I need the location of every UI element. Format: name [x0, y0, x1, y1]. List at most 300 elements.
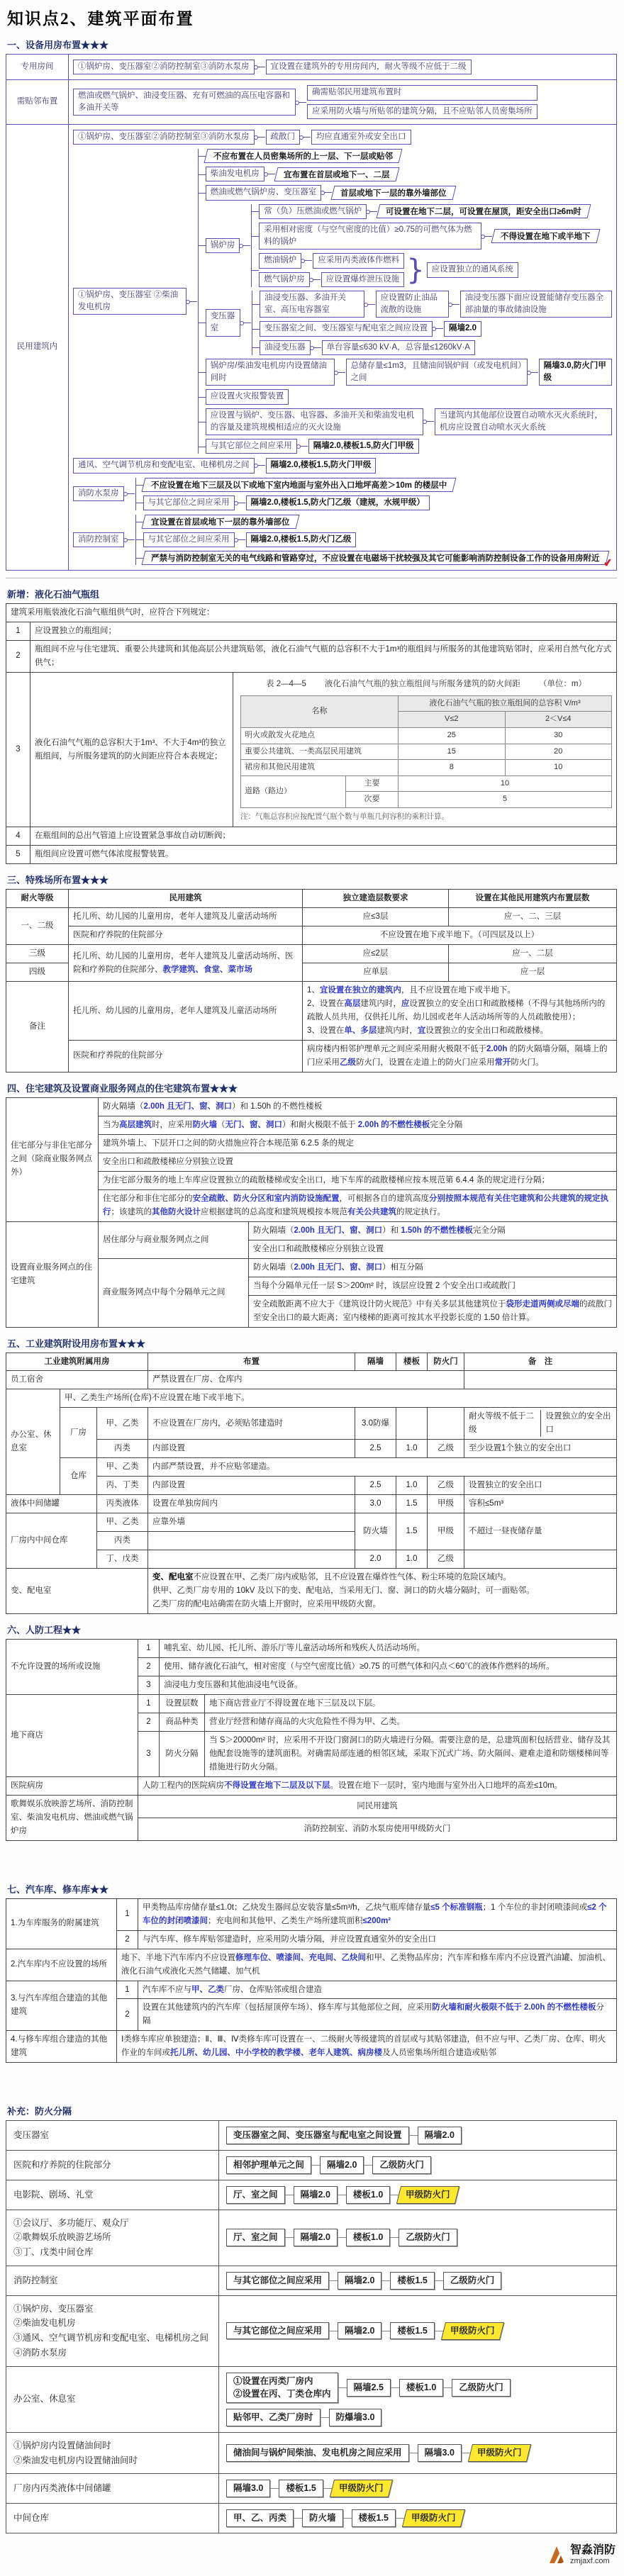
note-text — [303, 982, 617, 1041]
row-group-label: 地下商店 — [6, 1694, 138, 1776]
node-group-boiler-diesel — [73, 149, 612, 454]
note-line: 3、设置在单、多层建筑内时，宜设置独立的安全出口和疏散楼梯。 — [307, 1026, 548, 1035]
node-hvac-rooms: 通风、空气调节机房和变配电室、电梯机房之间 — [73, 458, 255, 473]
banner-rule: 可设置在地下二层，可设置在屋顶，距安全出口≥6m时 — [377, 204, 591, 218]
storey-rule: 应一层 — [449, 963, 617, 982]
garage-table — [6, 1898, 617, 2063]
note-cell: 至少设置1个独立的安全出口 — [464, 1440, 617, 1458]
node-rule: 均应直通室外或安全出口 — [311, 130, 411, 145]
slab-spec: 1.0 — [396, 1477, 428, 1495]
building-kind: 仓库 — [60, 1458, 97, 1495]
connector-line — [335, 372, 345, 373]
connector-line — [450, 304, 459, 305]
table-row — [6, 1371, 617, 1389]
section-lpg-heading: 新增：液化石油气瓶组 — [7, 589, 100, 600]
row-name: 重要公共建筑、一类高层民用建筑 — [241, 744, 399, 760]
connector-line — [433, 328, 443, 329]
storey-rule: 不应设置在地下或半地下。（可四层及以上） — [303, 926, 617, 945]
separation-row-label: 厂房内丙类液体中间储罐 — [6, 2474, 219, 2503]
connector-line — [285, 2237, 294, 2238]
rule-text: 当 S＞20000m² 时，应采用不开设门窗洞口的防火墙进行分隔。需要注意的是，总建筑面积包括营业、储存及其他配套设施等的建筑面积。对确需局部连通的相邻区域，采取下沉式广场、防火隔间、避难走道和防烟楼梯间等措施进行防火分隔。 — [205, 1731, 617, 1776]
node-chain — [73, 60, 612, 74]
connector-line — [187, 301, 197, 302]
table-unit: （单位：m） — [538, 679, 586, 688]
rule-text: 汽车库不应与甲、乙类厂房、仓库贴邻或组合建造 — [138, 1981, 617, 1999]
banner-rule: 严禁与消防控制室无关的电气线路和管路穿过，不应设置在电磁场干扰较强及其它可能影响消防控制设备工作的设备用房附近 — [141, 551, 608, 565]
connector-line — [323, 2488, 332, 2489]
node-extinguishing-rule: 应设置与锅炉、变压器、电容器、多油开关和柴油发电机的容量及建筑规模相适应的灭火设施 — [206, 408, 423, 436]
rule-text: 消防控制室、消防水泵房使用甲级防火门 — [138, 1818, 617, 1840]
table-row — [6, 1440, 617, 1458]
slab-spec: 1.0 — [396, 1440, 428, 1458]
banner-rule: 宜设置在首层或地下一层的靠外墙部位 — [141, 515, 299, 529]
separation-row-chains — [219, 2210, 616, 2266]
separation-spec-box: 楼板1.5 — [279, 2480, 323, 2497]
connector-line — [482, 236, 492, 237]
row-label-civil-building: 民用建筑内 — [6, 125, 69, 570]
rule-text: 人防工程内的医院病房不得设置在地下二层及以下层。设置在地下一层时，室内地面与室外出入口地坪的高差≤10m。 — [138, 1776, 617, 1795]
building-kind: 厂房 — [60, 1408, 97, 1458]
note-line: 2、设置在高层建筑内时，应设置独立的安全出口和疏散楼梯（不得与其他场所内的疏散人员共用，仅供托儿所、幼儿园或老年人活动场所等的人员疏散使用）； — [307, 999, 606, 1022]
section-gap — [6, 1841, 617, 1874]
node-spec: 隔墙2.0,楼板1.5,防火门甲级 — [266, 458, 377, 473]
row-name: 明火或散发火花地点 — [241, 728, 399, 744]
table-row — [6, 1221, 617, 1240]
layout-rule: 内部严禁设置，并不应贴邻建造。 — [148, 1458, 617, 1477]
room-label: 厂房内中间仓库 — [6, 1513, 97, 1569]
separation-spec-box: 相邻护理单元之间 — [226, 2156, 311, 2174]
col-header: 民用建筑 — [69, 890, 303, 908]
table-row — [6, 982, 617, 1041]
layout-rule — [148, 1532, 355, 1550]
connector-line — [321, 2417, 329, 2418]
node-rule: 应设置爆炸泄压设施 — [321, 272, 405, 287]
separation-row-label: 医院和疗养院的住院部分 — [6, 2151, 219, 2180]
connector-line — [311, 347, 321, 348]
mindmap-row-adjacent — [6, 79, 616, 124]
rule-text: 与汽车库、修车库贴邻建造时，应采用防火墙分隔，并应设置直通室外的安全出口 — [138, 1930, 617, 1949]
distance-value: 10 — [399, 775, 612, 792]
separation-chain — [226, 2444, 609, 2462]
node-group-fire-pump — [73, 478, 612, 510]
separation-chain — [226, 2229, 609, 2246]
layout-rule: 设置在单独房间内 — [148, 1495, 355, 1513]
node-condition: 与其它部位之间应采用 — [143, 532, 235, 547]
node-alarm-rule: 应设置火灾报警装置 — [206, 389, 289, 404]
note-cell: 不超过一昼夜储存量 — [464, 1513, 617, 1550]
separation-chain — [226, 2322, 609, 2340]
building-type: 托儿所、幼儿园的儿童用房，老年人建筑及儿童活动场所、医院和疗养院的住院部分、教学建筑、食堂、菜市场 — [69, 945, 303, 982]
wall-spec: 3.0防爆 — [355, 1408, 396, 1440]
table-row — [6, 926, 617, 945]
branch-tree — [251, 204, 598, 287]
separation-row-chains — [219, 2433, 616, 2474]
row-body — [69, 55, 616, 79]
separation-spec-box: 防爆墙3.0 — [329, 2409, 382, 2426]
rule-text: 应设置独立的瓶组间； — [30, 622, 617, 640]
rule-topic: 设置层数 — [160, 1694, 205, 1713]
node-group-fire-control — [73, 515, 612, 565]
hazard-class: 丁、戊类 — [97, 1550, 148, 1569]
wall-spec: 2.5 — [355, 1477, 396, 1495]
connector-line — [381, 2280, 390, 2281]
hazard-class: 甲、乙类 — [97, 1513, 148, 1532]
rule-text: 设置在其他建筑内的汽车库（包括屋顶停车场）、修车库与其他部位之间，应采用防火墙和耐火极限不低于 2.00h 的不燃性楼板分隔 — [138, 1999, 617, 2031]
separation-spec-box: 厅、室之间 — [226, 2229, 285, 2246]
storey-rule: 应一、二、三层 — [449, 908, 617, 926]
col-header: 备 注 — [464, 1353, 617, 1371]
col-header: 耐火等级 — [6, 890, 69, 908]
room-label: 变、配电室 — [6, 1569, 148, 1614]
connector-line — [311, 279, 321, 280]
fire-grade: 三级 — [6, 945, 69, 963]
grade-a-fire-door-badge: 甲级防火门 — [402, 2509, 465, 2527]
col-header: 工业建筑附属用房 — [6, 1353, 148, 1371]
node-rule: 确需贴邻民用建筑布置时 — [307, 85, 537, 100]
separation-spec-box: 隔墙2.0 — [418, 2127, 462, 2144]
connector-line — [255, 465, 265, 466]
connector-line — [367, 211, 377, 212]
storey-rule: 应≤2层 — [303, 945, 449, 963]
note-label: 备注 — [6, 982, 69, 1073]
branch-tree — [198, 149, 612, 454]
table-row — [6, 1153, 617, 1171]
rule-line: 乙类厂房的配电站确需在防火墙上开窗时，应采用甲级防火窗。 — [152, 1600, 381, 1609]
brand-logo-icon — [547, 2545, 566, 2565]
section-industrial-heading: 五、工业建筑附设用房布置★★★ — [7, 1338, 146, 1349]
fire-grade: 一、二级 — [6, 908, 69, 945]
fire-grade: 四级 — [6, 963, 69, 982]
table-row — [6, 1949, 617, 1981]
node-spec: 隔墙2.0 — [444, 321, 481, 336]
rule-number: 1 — [138, 1640, 160, 1658]
node-fire-pump-room: 消防水泵房 — [73, 486, 124, 501]
node-condition: 总储存量≤1m3，且储油间锅炉间（或发电机间）之间 — [346, 359, 528, 386]
rule-text: 营业厅经营和储存商品的火灾危险性不得为甲、乙类。 — [205, 1713, 617, 1731]
table-row — [6, 1513, 617, 1532]
node-evacuation-door: 疏散门 — [266, 130, 301, 145]
rule-number: 1 — [117, 1898, 138, 1930]
rule-number: 1 — [138, 1694, 160, 1713]
node-condition: 与其它部位之间应采用 — [143, 495, 235, 510]
node-group-label: ①锅炉房、变压器室 ②柴油发电机房 — [73, 288, 186, 315]
red-check-mark: ✔ — [603, 556, 614, 570]
separation-row-label: ①锅炉房、变压器室 ②柴油发电机房 ③通风、空气调节机房和变配电室、电梯机房之间 ④消防水泵房 — [6, 2296, 219, 2366]
node-sprinkler-rule: 当建筑内其他部位设置自动喷水灭火系统时，机房应设置自动喷水灭火系统 — [435, 408, 612, 436]
row-group-label: 4.与修车库组合建造的其他建筑 — [6, 2031, 117, 2063]
banner-rule: 首层或地下一层的靠外墙部位 — [331, 186, 456, 200]
hazard-class: 丙类 — [97, 1532, 148, 1550]
wall-spec: 防火墙 — [355, 1513, 396, 1550]
distance-value: 8 — [399, 760, 506, 776]
rule-text — [148, 1569, 617, 1614]
hazard-class: 丙类液体 — [97, 1495, 148, 1513]
node-condition: 油浸变压器、多油开关室、高压电容器室 — [260, 291, 364, 318]
node-chain — [73, 85, 612, 119]
connector-line — [409, 2135, 418, 2136]
road-type: 主要 — [346, 775, 399, 792]
rule-number: 5 — [6, 846, 30, 864]
separation-row — [6, 2121, 616, 2150]
rule-line: 供甲、乙类厂房专用的 10kV 及以下的变、配电站，当采用无门、窗、洞口的防火墙分隔时，可一面贴邻。 — [152, 1586, 535, 1596]
connector-line — [396, 2518, 404, 2519]
separation-spec-box: 乙级防火门 — [443, 2272, 502, 2290]
slab-spec: 1.5 — [396, 1495, 428, 1513]
section-special-places-heading: 三、特殊场所布置★★★ — [7, 875, 109, 886]
rule-text: 当每个分隔单元任一层 S＞200m² 时，该层应设置 2 个安全出口或疏散门 — [249, 1277, 617, 1295]
rule-text: 液化石油气气瓶的总容积大于1m³、不大于4m³的独立瓶组间，与所服务建筑的防火间距应符合本表规定； — [30, 672, 233, 827]
special-places-table — [6, 889, 617, 1073]
building-type: 托儿所、幼儿园的儿童用房，老年人建筑及儿童活动场所 — [69, 908, 303, 926]
connector-line — [302, 260, 312, 261]
equipment-room-mindmap — [6, 54, 617, 571]
table-row — [6, 1795, 617, 1818]
section-garage-heading: 七、汽车库、修车库★★ — [7, 1883, 109, 1895]
room-label: 液体中间储罐 — [6, 1495, 97, 1513]
rule-number: 2 — [117, 1999, 138, 2031]
connector-line — [235, 539, 245, 540]
page-title: 知识点2、建筑平面布置 — [7, 10, 194, 28]
storey-rule: 应一、二层 — [449, 945, 617, 963]
slab-spec: 1.0 — [396, 1550, 428, 1569]
distance-value: 30 — [505, 728, 612, 744]
rule-number: 3 — [138, 1731, 160, 1776]
rule-number: 2 — [117, 1930, 138, 1949]
node-oil-transformer: 油浸变压器 — [260, 340, 311, 355]
separation-row-label: ①锅炉房内设置储油间时 ②柴油发电机房内设置储油间时 — [6, 2433, 219, 2474]
door-spec: 甲级 — [428, 1513, 464, 1550]
separation-spec-box: 乙级防火门 — [452, 2379, 511, 2397]
separation-row-label: 办公室、休息室 — [6, 2367, 219, 2432]
rule-number: 4 — [6, 827, 30, 846]
table-row — [241, 728, 612, 744]
row-group-label: 住宅部分与非住宅部分之间（除商业服务网点外） — [6, 1097, 99, 1221]
col-header: 布置 — [148, 1353, 355, 1371]
connector-line — [338, 2237, 346, 2238]
table-row — [241, 775, 612, 792]
connector-line — [311, 2165, 320, 2166]
note-cell — [464, 1371, 617, 1389]
row-group-label: 医院病房 — [6, 1776, 138, 1795]
table-row — [6, 1171, 617, 1189]
slab-spec: 1.5 — [396, 1513, 428, 1550]
node-condition: 变压器室之间、变压器室与配电室之间应设置 — [260, 321, 433, 336]
connector-line — [125, 493, 135, 494]
rule-text: 瓶组间不应与住宅建筑、重要公共建筑和其他高层公共建筑贴邻，液化石油气气瓶的总容积不大于1m³的瓶组间与所服务的其他建筑贴邻时，应采用自然气化方式供气； — [30, 640, 617, 672]
lpg-intro: 建筑采用瓶装液化石油气瓶组供气时，应符合下列规定： — [6, 604, 617, 622]
rule-text: 严禁设置在厂房、仓库内 — [148, 1371, 464, 1389]
separation-spec-box: 与其它部位之间应采用 — [226, 2322, 329, 2340]
rule-number: 2 — [6, 640, 30, 672]
room-label: 员工宿舍 — [6, 1371, 148, 1389]
branch-tree — [252, 291, 612, 355]
hazard-class: 甲、乙类 — [97, 1408, 148, 1440]
connector-line — [364, 2165, 372, 2166]
connector-line — [424, 421, 434, 422]
separation-row-chains — [219, 2180, 616, 2210]
rule-text: 防火隔墙（2.00h 且无门、窗、洞口）和 1.50h 的不燃性楼板 — [99, 1097, 617, 1116]
node-rule: 宜设置在建筑外的专用房间内，耐火等级不应低于二级 — [266, 60, 472, 74]
note-part: 设置独立的安全出口 — [540, 1410, 613, 1437]
node-gas-boiler: 燃气锅炉房 — [259, 272, 310, 287]
node-boiler-room: 锅炉房 — [206, 238, 240, 253]
table-row — [6, 1694, 617, 1713]
separation-row — [6, 2473, 616, 2503]
row-label-adjacent: 需贴邻布置 — [6, 80, 69, 124]
table-row — [6, 1550, 617, 1569]
layout-rule: 应靠外墙 — [148, 1513, 355, 1532]
node-spec: 隔墙3.0,防火门甲级 — [539, 359, 612, 386]
rule-number: 2 — [138, 1658, 160, 1676]
separation-chain — [226, 2373, 609, 2404]
separation-chain — [226, 2509, 609, 2527]
separation-spec-box: 储油间与锅炉间柴油、发电机房之间应采用 — [226, 2444, 409, 2462]
residential-table — [6, 1097, 617, 1328]
rule-text: Ⅰ类修车库应单独建造；Ⅱ、Ⅲ、Ⅳ类修车库可设置在一、二级耐火等级建筑的首层或与其贴邻建造，但不应与甲、乙类厂房、仓库、明火作业的车间或托儿所、幼儿园、中小学校的教学楼、老年人建筑、病房楼及人员密集场所组合建造或贴邻 — [117, 2031, 617, 2063]
rule-text: 当为高层建筑时，应采用防火墙（无门、窗、洞口）和耐火极限不低于 2.00h 的不燃性楼板完全分隔 — [99, 1116, 617, 1134]
table-row — [6, 1097, 617, 1116]
table-number: 表 2—4—5 — [266, 679, 306, 688]
grade-a-fire-door-badge: 甲级防火门 — [396, 2186, 459, 2204]
wall-spec: 2.5 — [355, 1440, 396, 1458]
connector-line — [240, 245, 250, 246]
section-civil-defense-heading: 六、人防工程★★ — [7, 1625, 82, 1636]
separation-spec-box: 楼板1.5 — [390, 2272, 434, 2290]
connector-line — [443, 2387, 452, 2388]
connector-line — [301, 137, 311, 138]
separation-row-chains — [219, 2296, 616, 2366]
door-spec: 乙级 — [428, 1477, 464, 1495]
table-row — [6, 1134, 617, 1153]
table-row — [241, 744, 612, 760]
table-row — [6, 1458, 617, 1477]
brace-glyph: } — [406, 254, 425, 286]
mindmap-row-dedicated — [6, 55, 616, 79]
separation-chain — [226, 2272, 609, 2290]
section-1-heading: 一、设备用房布置★★★ — [7, 40, 109, 50]
separation-spec-box: 乙级防火门 — [399, 2229, 457, 2246]
separation-row-chains — [219, 2367, 616, 2432]
note-line: 1、宜设置在独立的建筑内，且不应设置在地下或半地下。 — [307, 986, 516, 995]
node-capacity-rule: 单台容量≤630 kV·A，总容量≤1260kV·A — [322, 340, 475, 355]
row-body — [69, 80, 616, 124]
connector-line — [343, 2518, 352, 2519]
node-spec: 隔墙2.0,楼板1.5,防火门甲级 — [308, 439, 419, 454]
table-row — [6, 1569, 617, 1614]
rule-text: 甲、乙类生产场所(仓库)不应设置在地下或半地下。 — [60, 1389, 617, 1408]
table-row — [6, 1776, 617, 1795]
node-rule: 应采用防火墙与所贴邻的建筑分隔，且不应贴邻人员密集场所 — [307, 104, 537, 119]
separation-row-chains — [219, 2151, 616, 2180]
lpg-distance-table-cell — [233, 672, 617, 827]
rule-text: 同民用建筑 — [138, 1795, 617, 1818]
table-row — [6, 1258, 617, 1277]
separation-spec-box: 隔墙2.0 — [294, 2229, 338, 2246]
separation-spec-box: 隔墙3.0 — [226, 2480, 270, 2497]
connector-line — [255, 137, 265, 138]
hazard-class: 丙类 — [97, 1440, 148, 1458]
col-header: 隔墙 — [355, 1353, 396, 1371]
separation-spec-box: 乙级防火门 — [372, 2156, 431, 2174]
separation-spec-box: 甲、乙、丙类 — [226, 2509, 294, 2527]
row-group-label: 歌舞娱乐放映游艺场所、消防控制室、柴油发电机房、燃油或燃气锅炉房 — [6, 1795, 138, 1840]
table-row — [6, 1389, 617, 1408]
separation-spec-box: 楼板1.0 — [346, 2229, 390, 2246]
lpg-distance-table — [240, 695, 612, 808]
node-condition: 与其它部位之间应采用 — [206, 439, 297, 454]
separation-row — [6, 2266, 616, 2295]
door-spec: 乙级 — [428, 1440, 464, 1458]
rule-text: 瓶组间应设置可燃气体浓度报警装置。 — [30, 846, 617, 864]
sub-label: 商业服务网点中每个分隔单元之间 — [99, 1258, 249, 1327]
col-header: 防火门 — [428, 1353, 464, 1371]
wall-spec: 2.0 — [355, 1550, 396, 1569]
separation-chain — [226, 2409, 609, 2426]
separation-spec-box: 楼板1.0 — [399, 2379, 443, 2397]
separation-row — [6, 2180, 616, 2210]
connector-line — [329, 2280, 338, 2281]
rule-line: 变、配电室不应设置在甲、乙类厂房内或贴邻，且不应设置在爆炸性气体、粉尘环境的危险区域内。 — [152, 1573, 511, 1582]
rule-number: 1 — [6, 622, 30, 640]
storey-rule: 应单层 — [303, 963, 449, 982]
row-name: 裙房和其他民用建筑 — [241, 760, 399, 776]
col-header-volume-group: 液化石油气气瓶的独立瓶组间的总容积 V/m³ — [399, 695, 612, 712]
door-spec: 乙级 — [428, 1550, 464, 1569]
rule-text: 哺乳室、幼儿园、托儿所、游乐厅等儿童活动场所和残疾人员活动场所。 — [160, 1640, 617, 1658]
distance-value: 15 — [399, 744, 506, 760]
separation-row-label: ①会议厅、多功能厅、观众厅 ②歌舞娱乐放映游艺场所 ③丁、戊类中间仓库 — [6, 2210, 219, 2266]
separation-spec-box: 变压器室之间、变压器室与配电室之间设置 — [226, 2127, 409, 2144]
separation-row-label: 中间仓库 — [6, 2504, 219, 2533]
brand-name: 智淼消防 — [569, 2543, 615, 2556]
node-diesel-room: 柴油发电机房 — [206, 167, 264, 181]
mindmap-row-civil — [6, 124, 616, 570]
building-type: 医院和疗养院的住院部分 — [69, 926, 303, 945]
table-row — [6, 1640, 617, 1658]
col-header-v1: V≤2 — [399, 712, 506, 728]
distance-value: 20 — [505, 744, 612, 760]
table-title: 液化石油气气瓶的独立瓶组间与所服务建筑的防火间距 — [324, 679, 520, 688]
node-ventilation-rule: 应设置独立的通风系统 — [427, 262, 518, 277]
separation-spec-box: 隔墙2.0 — [320, 2156, 364, 2174]
mindmap-frame — [6, 54, 617, 571]
rule-text: 住宅部分和非住宅部分的安全疏散、防火分区和室内消防设施配置，可根据各自的建筑高度分别按照本规范有关住宅建筑和公共建筑的规定执行；该建筑的其他防火设计应根据建筑的总高度和建筑规模按本规范有关公共建筑的规定执行。 — [99, 1189, 617, 1221]
row-group-label: 设置商业服务网点的住宅建筑 — [6, 1221, 99, 1327]
separation-row-label: 变压器室 — [6, 2121, 219, 2150]
node-fire-control-room: 消防控制室 — [73, 532, 124, 547]
node-equipment-list: ①锅炉房、变压器室②消防控制室③消防水泵房 — [73, 60, 255, 74]
separation-spec-box: 楼板1.0 — [346, 2186, 390, 2204]
row-group-label: 1.为车库服务的附属建筑 — [6, 1898, 117, 1949]
separation-chain — [226, 2186, 609, 2204]
table-row — [6, 1981, 617, 1999]
separation-row-chains — [219, 2504, 616, 2533]
separation-row — [6, 2150, 616, 2180]
section-fire-separation-heading: 补充：防火分隔 — [7, 2106, 72, 2117]
separation-spec-box: 楼板1.5 — [390, 2322, 434, 2340]
connector-line — [322, 192, 332, 193]
separation-spec-box: 隔墙2.0 — [338, 2322, 381, 2340]
distance-value: 10 — [505, 760, 612, 776]
note-part: 耐火等级不低于二级 — [469, 1412, 534, 1435]
table-row — [6, 945, 617, 963]
brand-logo — [547, 2544, 615, 2566]
banner-rule: 不得设置在地下或半地下 — [491, 229, 600, 243]
grade-a-fire-door-badge: 甲级防火门 — [330, 2480, 393, 2497]
layout-rule: 内部设置 — [148, 1440, 355, 1458]
separation-spec-box: 隔墙2.5 — [347, 2379, 391, 2397]
table-row — [6, 1040, 617, 1072]
